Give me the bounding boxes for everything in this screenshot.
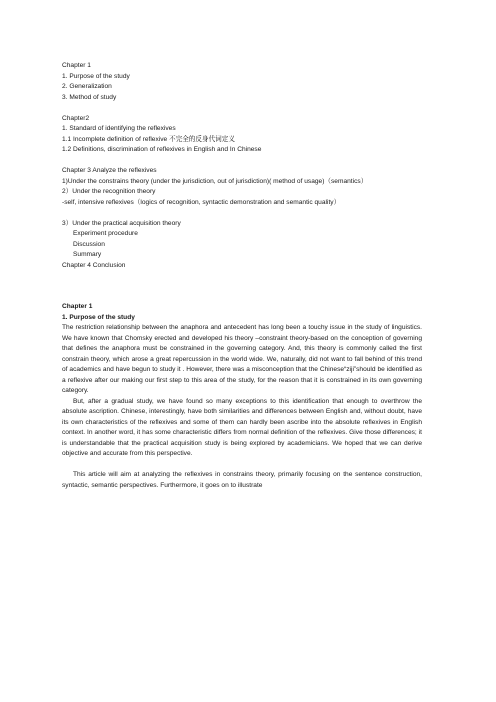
outline-chapter2-title: Chapter2 xyxy=(62,114,90,122)
outline-chapter2-item: 1.1 Incomplete definition of reflexive 不完全的反身代词定义 xyxy=(62,135,235,143)
outline-chapter1-item: 2. Generalization xyxy=(62,83,112,90)
body-section-title: 1. Purpose of the study xyxy=(62,313,135,321)
outline-chapter3-item: 3）Under the practical acquisition theory xyxy=(62,219,181,227)
outline-chapter2-item: 1. Standard of identifying the reflexives xyxy=(62,125,176,132)
outline-chapter3-item-detail: -self, intensive reflexives（logics of recognition, syntactic demonstration and semantic quality） xyxy=(62,198,341,206)
document-content xyxy=(62,61,422,491)
outline-chapter3-subitem: Experiment procedure xyxy=(73,230,138,237)
body-paragraph: This article will aim at analyzing the reflexives in constrains theory, primarily focusing on the sentence construction, syntactic, semantic perspectives. Furthermore, it goes on to illustrate xyxy=(62,471,422,489)
outline-chapter3-title: Chapter 3 Analyze the reflexives xyxy=(62,167,157,174)
outline-chapter3-item: 1)Under the constrains theory (under the jurisdiction, out of jurisdiction)( method of usage)（semantics） xyxy=(62,177,368,185)
outline-chapter4-title: Chapter 4 Conclusion xyxy=(62,261,126,269)
outline-chapter1-item: 1. Purpose of the study xyxy=(62,72,130,80)
outline-chapter3-item: 2）Under the recognition theory xyxy=(62,188,156,195)
body-paragraph: The restriction relationship between the anaphora and antecedent has long been a touchy issue in the study of linguistics. We have known that Chomsky erected and developed his theory –constraint theory-based on the conception of governing that defines the anaphora must be constrained in the governing category. And, this theory is commonly called the first constrain theory, which arose a great repercussion in the world wide. We, naturally, did not want to fall behind of this trend of academics and have begun to study it . However, there was a misconception that the Chinese“ziji”should be identified as a reflexive after our making our first step to this area of the study, for the reason that it is constrained in its own governing category. xyxy=(62,324,422,394)
outline-chapter3-subitem: Summary xyxy=(73,251,102,258)
outline-chapter3-subitem: Discussion xyxy=(73,240,105,248)
body-chapter-title: Chapter 1 xyxy=(62,303,93,310)
outline-chapter1-item: 3. Method of study xyxy=(62,93,117,101)
outline-chapter2-item: 1.2 Definitions, discrimination of reflexives in English and In Chinese xyxy=(62,146,262,153)
outline-chapter1-title: Chapter 1 xyxy=(62,62,91,69)
body-paragraph: But, after a gradual study, we have found so many exceptions to this identification that enough to overthrow the absolute ascription. Chinese, interestingly, have both similarities and differences between English and, without doubt, have its own characteristics of the reflexives and some of them can hardly been ascribe into the absolute reflexives in English context. In another word, it has some characteristic differs from normal definition of the reflexives. Give those differences; it is understandable that the practical acquisition study is being explored by academicians. We hoped that we can derive objective and accurate from this perspective. xyxy=(62,397,422,457)
